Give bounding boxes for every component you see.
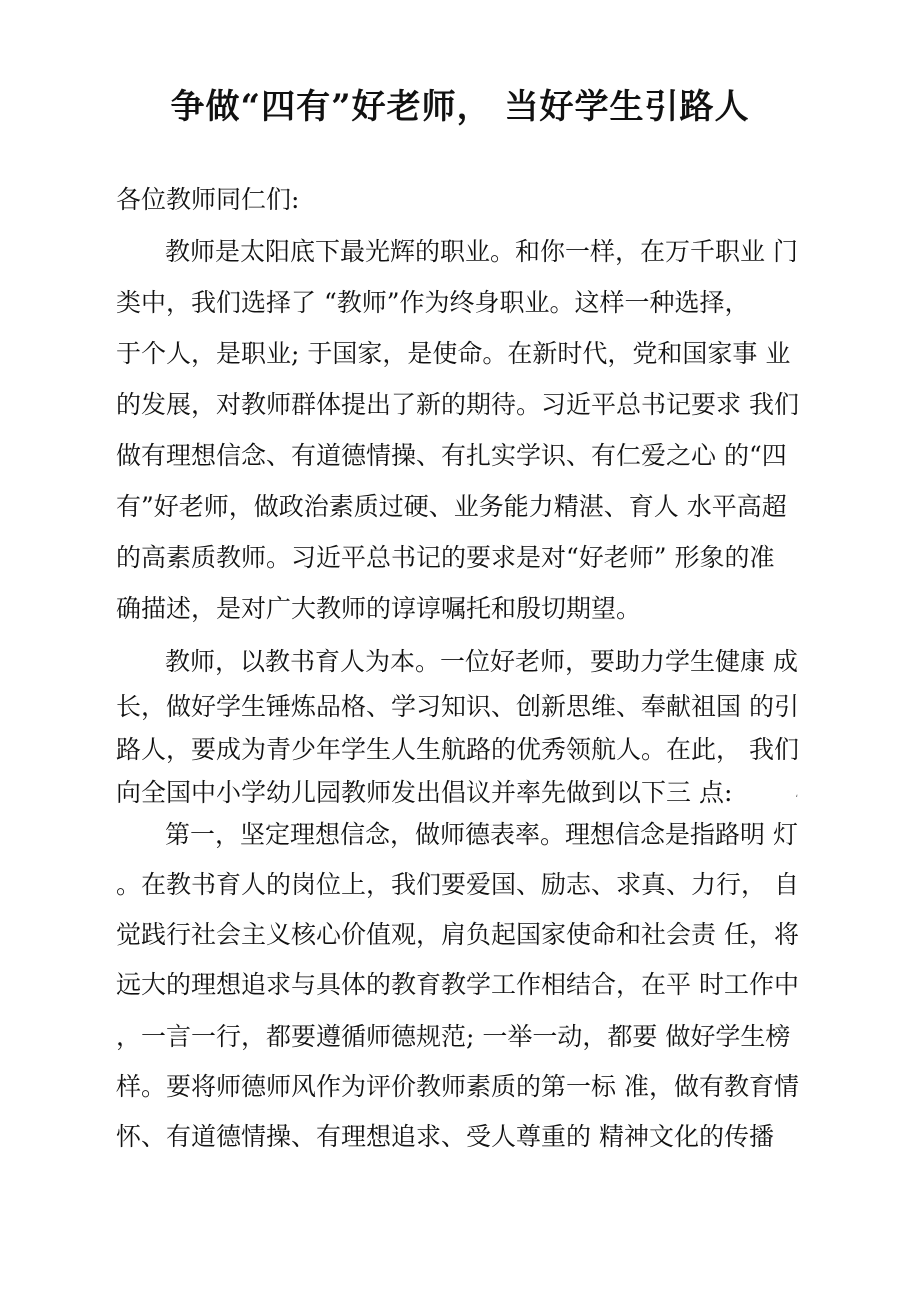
paragraph-line: 确描述，是对广大教师的谆谆嘱托和殷切期望。 [116, 594, 642, 623]
paragraph-line: 类中，我们选择了 “教师”作为终身职业。这样一种选择， [116, 288, 750, 317]
paragraph-line: 样。要将师德师风作为评价教师素质的第一标 准，做有教育情 [116, 1072, 799, 1101]
paragraph-line: 觉践行社会主义核心价值观，肩负起国家使命和社会责 任，将 [116, 920, 799, 949]
paragraph-line: 。在教书育人的岗位上，我们要爱国、励志、求真、力行， 自 [116, 870, 799, 899]
paragraph-line: 第一，坚定理想信念，做师德表率。理想信念是指路明 灯 [165, 820, 798, 849]
paragraph-line: 于个人，是职业; 于国家，是使命。在新时代，党和国家事 业 [116, 339, 791, 368]
paragraph-line: 教师是太阳底下最光辉的职业。和你一样，在万千职业 门 [165, 237, 798, 266]
paragraph-line: 的高素质教师。习近平总书记的要求是对“好老师” 形象的准 [116, 543, 775, 572]
paragraph-line: 的发展，对教师群体提出了新的期待。习近平总书记要求 我们 [116, 390, 799, 419]
paragraph-line: 向全国中小学幼儿园教师发出倡议并率先做到以下三 点: [116, 778, 733, 807]
paragraph-line: 长，做好学生锤炼品格、学习知识、创新思维、奉献祖国 的引 [116, 692, 799, 721]
paragraph-line: 教师，以教书育人为本。一位好老师，要助力学生健康 成 [165, 647, 798, 676]
stray-mark: ، [795, 789, 799, 800]
paragraph-line: 怀、有道德情操、有理想追求、受人尊重的 精神文化的传播 [116, 1122, 774, 1151]
greeting-line: 各位教师同仁们: [116, 185, 300, 214]
document-title: 争做“四有”好老师， 当好学生引路人 [170, 87, 750, 127]
paragraph-line: 远大的理想追求与具体的教育教学工作相结合，在平 时工作中 [116, 970, 799, 999]
paragraph-line: ，一言一行，都要遵循师德规范; 一举一动，都要 做好学生榜 [116, 1022, 791, 1051]
paragraph-line: 有”好老师，做政治素质过硬、业务能力精湛、育人 水平高超 [116, 492, 787, 521]
paragraph-line: 路人，要成为青少年学生人生航路的优秀领航人。在此， 我们 [116, 735, 799, 764]
paragraph-line: 做有理想信念、有道德情操、有扎实学识、有仁爱之心 的“四 [116, 441, 787, 470]
